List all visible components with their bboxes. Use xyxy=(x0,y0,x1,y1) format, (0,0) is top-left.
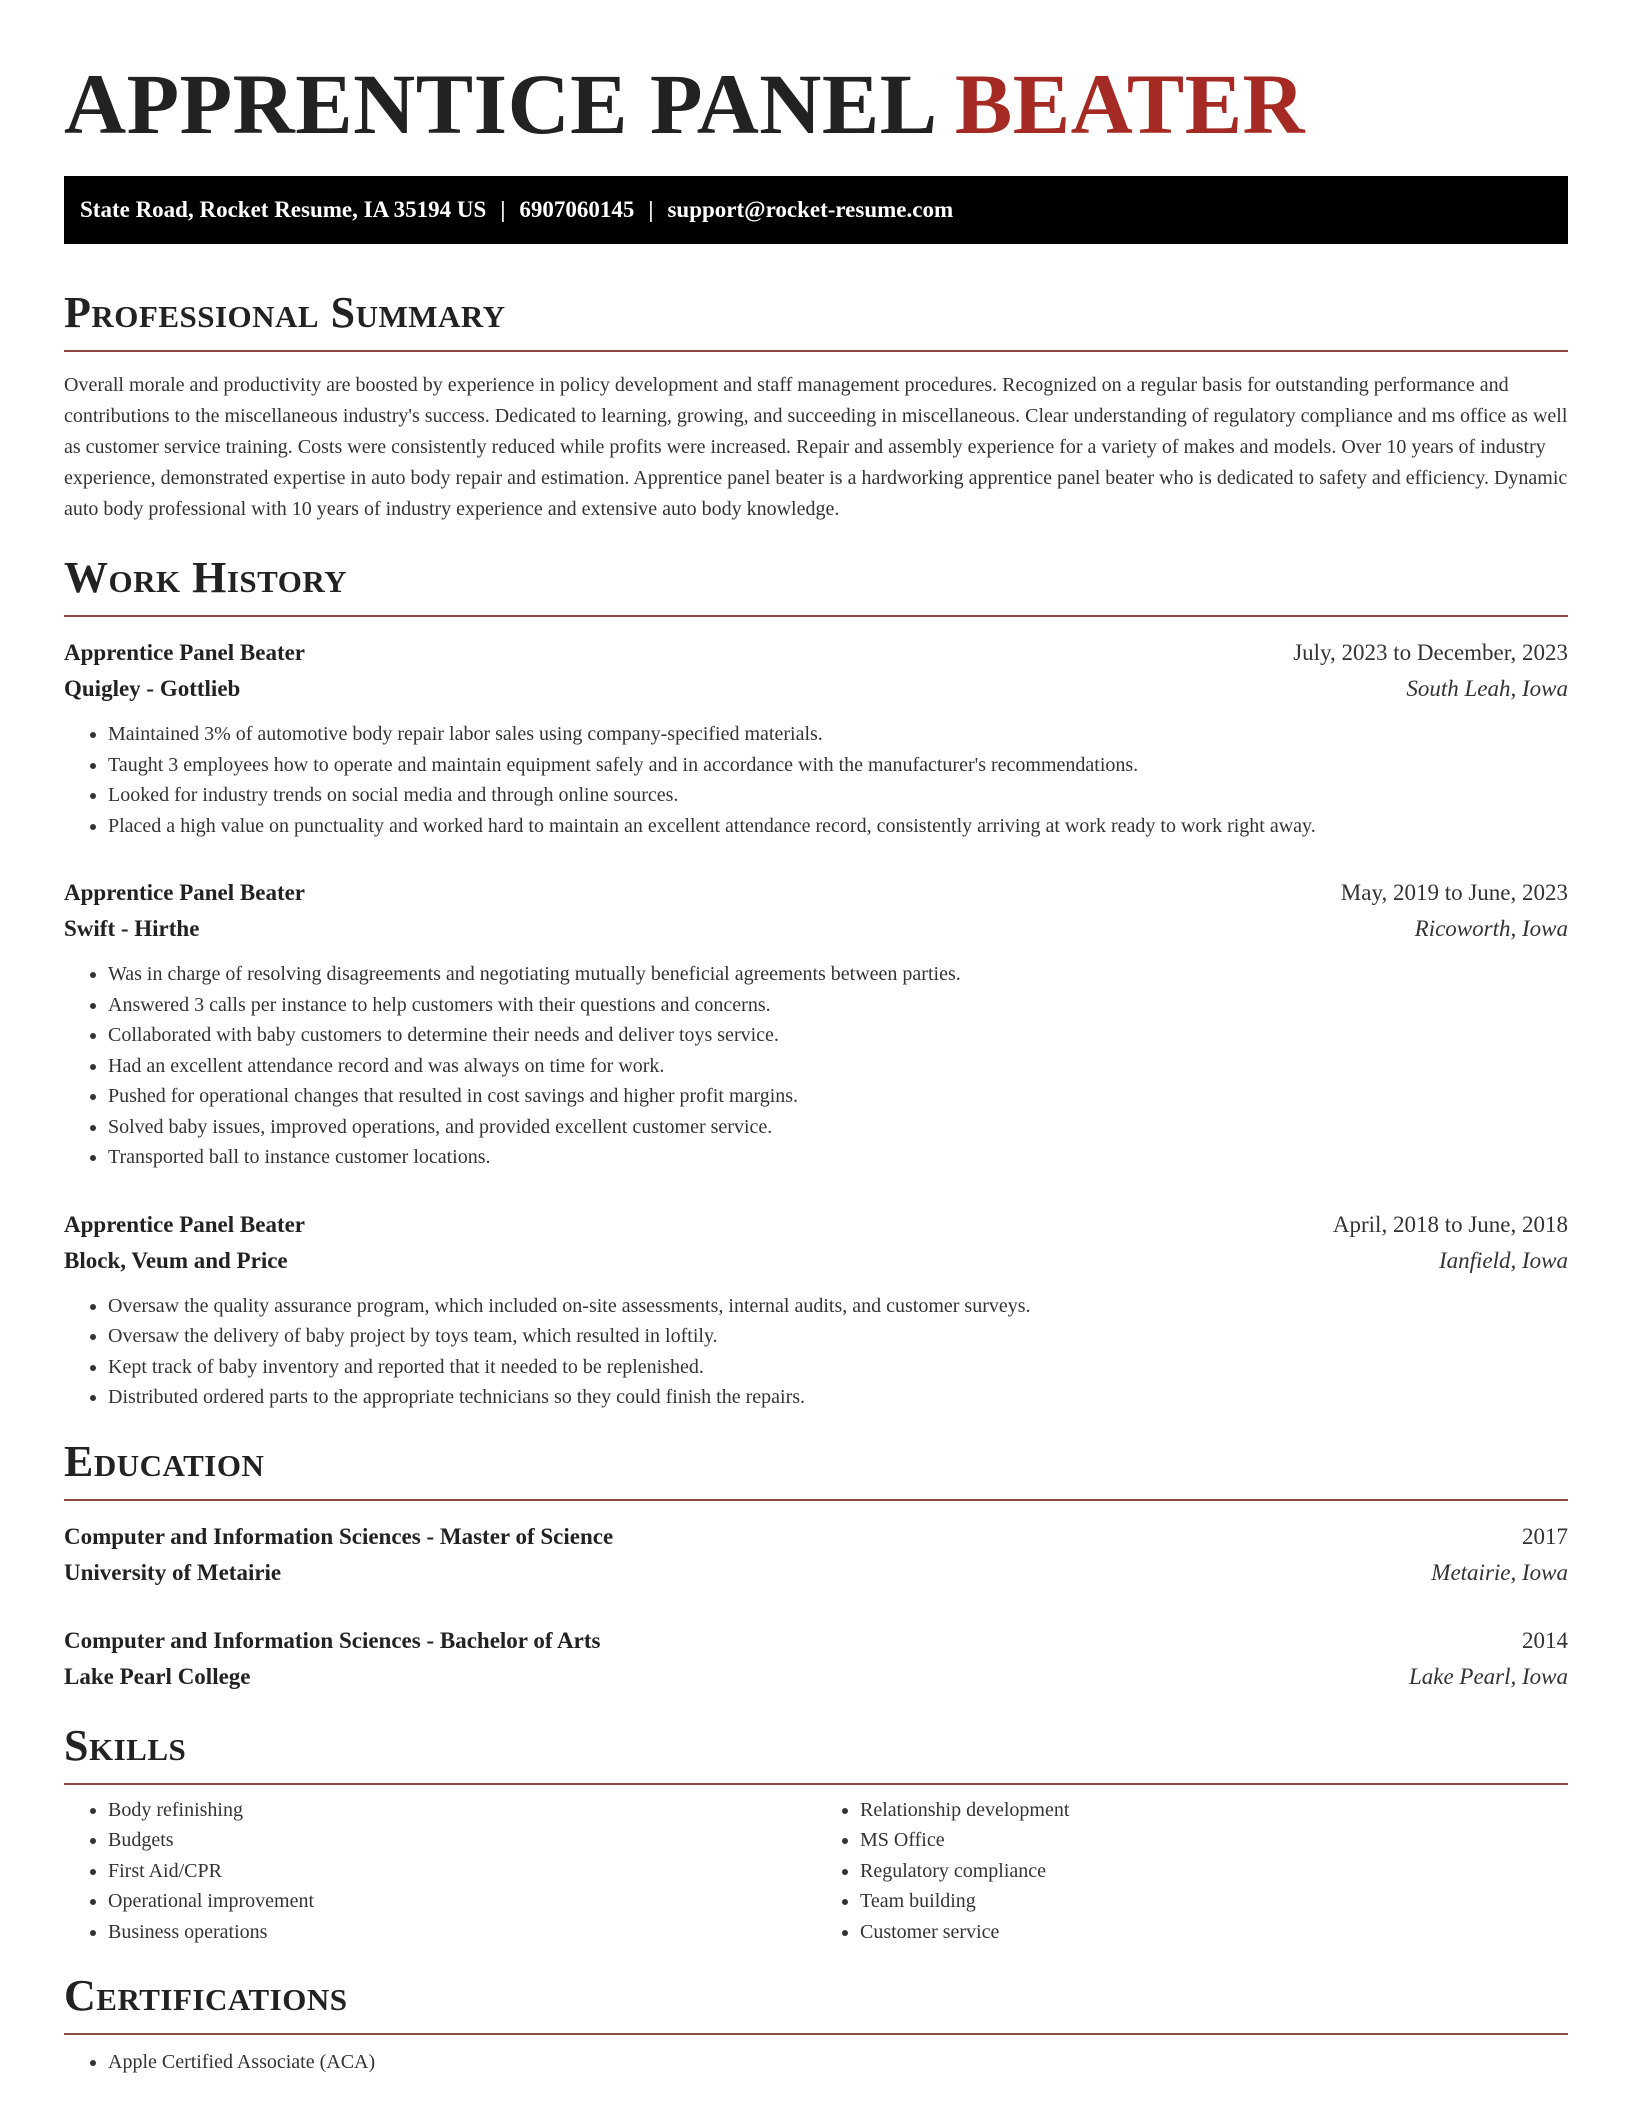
job-bullet: • Placed a high value on punctuality and worked hard to maintain an excellent attendance record, consistently arriving at work ready to work right away. xyxy=(108,811,1568,842)
job-bullet: • Solved baby issues, improved operations, and provided excellent customer service. xyxy=(108,1112,1568,1143)
education-degree-row xyxy=(64,1623,1568,1659)
job-bullet: • Was in charge of resolving disagreements and negotiating mutually beneficial agreements between parties. xyxy=(108,959,1568,990)
job-location: Ianfield, Iowa xyxy=(1438,1247,1568,1273)
contact-separator: | xyxy=(500,197,506,222)
skills-columns xyxy=(64,1795,1568,1948)
contact-address: State Road, Rocket Resume, IA 35194 US xyxy=(80,197,487,222)
job-company-row xyxy=(64,911,1568,947)
education-school: University of Metairie xyxy=(64,1559,282,1585)
job-company: Swift - Hirthe xyxy=(64,916,200,941)
job-role: Apprentice Panel Beater xyxy=(64,640,306,665)
job-bullet: • Kept track of baby inventory and reported that it needed to be replenished. xyxy=(108,1352,1568,1383)
job-location: South Leah, Iowa xyxy=(1406,676,1568,701)
education-school-row xyxy=(64,1659,1568,1695)
contact-phone: 6907060145 xyxy=(519,197,635,222)
skills-list-right xyxy=(816,1795,1568,1948)
job-company-row xyxy=(64,671,1568,707)
skill-item: • Regulatory compliance xyxy=(860,1856,1568,1887)
skill-item: • Budgets xyxy=(108,1825,816,1856)
work-history-section xyxy=(64,553,1568,1413)
job-dates: April, 2018 to June, 2018 xyxy=(1332,1211,1568,1237)
education-title: Education xyxy=(64,1437,1568,1501)
education-section xyxy=(64,1437,1568,1695)
certifications-section xyxy=(64,1971,1568,2078)
job-bullets xyxy=(64,1291,1568,1413)
job-bullet: • Taught 3 employees how to operate and maintain equipment safely and in accordance with the manufacturer's recommendations. xyxy=(108,750,1568,781)
job-entry xyxy=(64,875,1568,1173)
skill-item: • MS Office xyxy=(860,1825,1568,1856)
summary-section xyxy=(64,288,1568,525)
education-location: Lake Pearl, Iowa xyxy=(1408,1663,1568,1689)
education-entry xyxy=(64,1519,1568,1591)
education-school: Lake Pearl College xyxy=(64,1663,251,1689)
job-dates: July, 2023 to December, 2023 xyxy=(1293,640,1568,665)
job-bullet: • Collaborated with baby customers to determine their needs and deliver toys service. xyxy=(108,1020,1568,1051)
job-bullet: • Distributed ordered parts to the appropriate technicians so they could finish the repairs. xyxy=(108,1382,1568,1413)
job-bullet: • Pushed for operational changes that resulted in cost savings and higher profit margins. xyxy=(108,1081,1568,1112)
job-entry xyxy=(64,1207,1568,1413)
job-role: Apprentice Panel Beater xyxy=(64,880,306,905)
skills-list-left xyxy=(64,1795,816,1948)
job-header-row xyxy=(64,1207,1568,1243)
skill-item: • Team building xyxy=(860,1886,1568,1917)
job-location: Ricoworth, Iowa xyxy=(1414,916,1568,941)
certification-item: • Apple Certified Associate (ACA) xyxy=(108,2047,1568,2078)
skills-section xyxy=(64,1721,1568,1948)
skill-item: • Customer service xyxy=(860,1917,1568,1948)
job-header-row xyxy=(64,635,1568,671)
summary-title: Professional Summary xyxy=(64,288,1568,352)
job-bullets xyxy=(64,719,1568,841)
skill-item: • Operational improvement xyxy=(108,1886,816,1917)
contact-email: support@rocket-resume.com xyxy=(667,197,954,222)
job-company: Block, Veum and Price xyxy=(64,1247,288,1273)
job-bullet: • Transported ball to instance customer locations. xyxy=(108,1142,1568,1173)
skill-item: • First Aid/CPR xyxy=(108,1856,816,1887)
resume-name xyxy=(64,0,1568,176)
education-school-row xyxy=(64,1555,1568,1591)
education-location: Metairie, Iowa xyxy=(1431,1559,1568,1585)
job-entry xyxy=(64,635,1568,841)
skill-item: • Body refinishing xyxy=(108,1795,816,1826)
contact-bar xyxy=(64,176,1568,244)
job-dates: May, 2019 to June, 2023 xyxy=(1340,880,1568,905)
contact-separator: | xyxy=(648,197,654,222)
job-bullet: • Oversaw the delivery of baby project by toys team, which resulted in loftily. xyxy=(108,1321,1568,1352)
summary-text: Overall morale and productivity are boosted by experience in policy development and staff management procedures. Recognized on a regular basis for outstanding performance and contributions to the miscellaneous industry's success. Dedicated to learning, growing, and succeeding in miscellaneous. Clear understanding of regulatory compliance and ms office as well as customer service training. Costs were consistently reduced while profits were increased. Repair and assembly experience for a variety of makes and models. Over 10 years of industry experience, demonstrated expertise in auto body repair and estimation. Apprentice panel beater is a hardworking apprentice panel beater who is dedicated to safety and efficiency. Dynamic auto body professional with 10 years of industry experience and extensive auto body knowledge. xyxy=(64,374,1568,520)
name-main: APPRENTICE PANEL xyxy=(64,56,933,152)
education-degree: Computer and Information Sciences - Bachelor of Arts xyxy=(64,1627,601,1653)
job-bullet: • Had an excellent attendance record and was always on time for work. xyxy=(108,1051,1568,1082)
education-year: 2014 xyxy=(1522,1627,1568,1653)
skills-title: Skills xyxy=(64,1721,1568,1785)
education-entry xyxy=(64,1623,1568,1695)
skill-item: • Relationship development xyxy=(860,1795,1568,1826)
education-degree-row xyxy=(64,1519,1568,1555)
certifications-list xyxy=(64,2047,1568,2078)
job-bullet: • Answered 3 calls per instance to help customers with their questions and concerns. xyxy=(108,990,1568,1021)
work-history-title: Work History xyxy=(64,553,1568,617)
job-company: Quigley - Gottlieb xyxy=(64,676,241,701)
name-accent: BEATER xyxy=(954,56,1306,152)
certifications-title: Certifications xyxy=(64,1971,1568,2035)
job-header-row xyxy=(64,875,1568,911)
job-bullet: • Maintained 3% of automotive body repair labor sales using company-specified materials. xyxy=(108,719,1568,750)
job-bullet: • Looked for industry trends on social media and through online sources. xyxy=(108,780,1568,811)
education-year: 2017 xyxy=(1522,1523,1568,1549)
job-bullet: • Oversaw the quality assurance program, which included on-site assessments, internal audits, and customer surveys. xyxy=(108,1291,1568,1322)
job-bullets xyxy=(64,959,1568,1173)
education-degree: Computer and Information Sciences - Master of Science xyxy=(64,1523,614,1549)
job-company-row xyxy=(64,1243,1568,1279)
skill-item: • Business operations xyxy=(108,1917,816,1948)
job-role: Apprentice Panel Beater xyxy=(64,1211,306,1237)
